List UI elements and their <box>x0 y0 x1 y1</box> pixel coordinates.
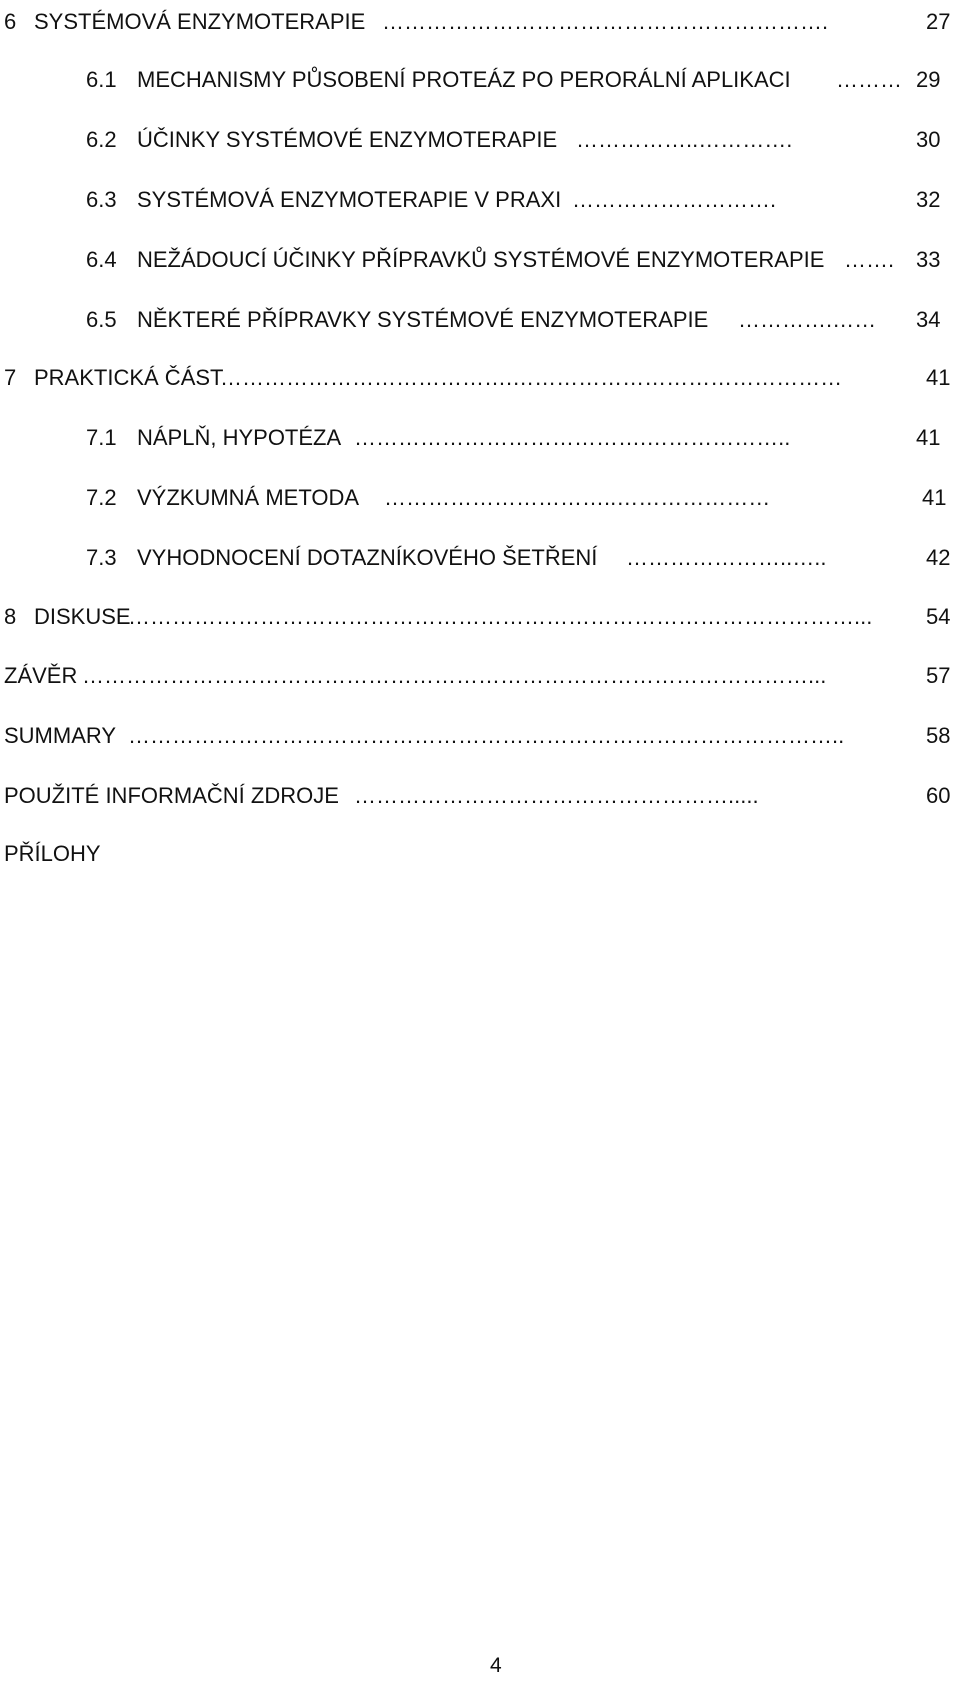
toc-entry-leader: …………………..….. <box>626 545 827 570</box>
toc-entry-title: NÁPLŇ, HYPOTÉZA <box>137 425 342 450</box>
toc-entry-page: 58 <box>926 723 951 748</box>
toc-entry-number: 7.2 <box>86 485 117 510</box>
toc-entry-number: 6.2 <box>86 127 117 152</box>
toc-entry-number: 6.5 <box>86 307 117 332</box>
toc-entry-leader: ……………..…………. <box>576 127 793 152</box>
toc-entry-6-5[interactable] <box>0 300 960 340</box>
toc-entry-title: POUŽITÉ INFORMAČNÍ ZDROJE <box>4 783 339 808</box>
toc-entry-title: SYSTÉMOVÁ ENZYMOTERAPIE V PRAXI <box>137 187 562 212</box>
toc-entry-title: PŘÍLOHY <box>4 841 101 866</box>
toc-entry-number: 6 <box>4 9 17 34</box>
toc-entry-title: DISKUSE <box>34 604 131 629</box>
toc-entry-prilohy[interactable] <box>0 834 960 874</box>
toc-entry-leader: ……… <box>836 67 902 92</box>
toc-entry-6-4[interactable] <box>0 240 960 280</box>
toc-entry-7[interactable] <box>0 358 960 398</box>
toc-entry-leader: ………………………………………………………………………………………... <box>82 663 827 688</box>
toc-entry-title: ÚČINKY SYSTÉMOVÉ ENZYMOTERAPIE <box>137 127 558 152</box>
toc-entry-8[interactable] <box>0 597 960 637</box>
toc-entry-number: 6.3 <box>86 187 117 212</box>
toc-entry-title: VÝZKUMNÁ METODA <box>137 485 360 510</box>
toc-entry-leader: ………………………………….……………….. <box>354 425 791 450</box>
toc-entry-7-1[interactable] <box>0 418 960 458</box>
toc-entry-page: 27 <box>926 9 951 34</box>
toc-entry-title: MECHANISMY PŮSOBENÍ PROTEÁZ PO PERORÁLNÍ APLIKACI <box>137 67 791 92</box>
toc-entry-leader: ………….…… <box>738 307 877 332</box>
toc-entry-7-2[interactable] <box>0 478 960 518</box>
toc-entry-leader: ……………………………………………………. <box>382 9 829 34</box>
toc-entry-page: 32 <box>916 187 941 212</box>
toc-entry-number: 8 <box>4 604 17 629</box>
toc-entry-page: 33 <box>916 247 941 272</box>
toc-entry-page: 42 <box>926 545 951 570</box>
toc-entry-zdroje[interactable] <box>0 776 960 816</box>
toc-entry-page: 41 <box>926 365 951 390</box>
toc-entry-page: 29 <box>916 67 941 92</box>
toc-entry-page: 41 <box>922 485 947 510</box>
toc-entry-leader: ………………………………………………………………………………………... <box>128 604 873 629</box>
toc-entry-leader: ………………………. <box>572 187 777 212</box>
toc-entry-6-2[interactable] <box>0 120 960 160</box>
toc-entry-zaver[interactable] <box>0 656 960 696</box>
toc-entry-6-1[interactable] <box>0 60 960 100</box>
toc-entry-leader: …………………………..………………… <box>384 485 771 510</box>
toc-entry-leader: …………………………………………………………………………………….. <box>128 723 845 748</box>
toc-entry-page: 57 <box>926 663 951 688</box>
toc-entry-page: 60 <box>926 783 951 808</box>
page-number: 4 <box>490 1654 502 1677</box>
toc-entry-number: 7.3 <box>86 545 117 570</box>
toc-entry-number: 7.1 <box>86 425 117 450</box>
toc-entry-title: VYHODNOCENÍ DOTAZNÍKOVÉHO ŠETŘENÍ <box>137 545 598 570</box>
toc-entry-leader: ……………………………………………..... <box>354 783 759 808</box>
toc-entry-title: ZÁVĚR <box>4 663 78 688</box>
toc-entry-number: 6.4 <box>86 247 117 272</box>
toc-entry-title: NEŽÁDOUCÍ ÚČINKY PŘÍPRAVKŮ SYSTÉMOVÉ ENZYMOTERAPIE <box>137 247 825 272</box>
toc-entry-page: 54 <box>926 604 951 629</box>
toc-entry-page: 34 <box>916 307 941 332</box>
toc-entry-page: 30 <box>916 127 941 152</box>
toc-entry-6[interactable] <box>0 2 960 42</box>
toc-entry-leader: ……. <box>844 247 895 272</box>
toc-entry-7-3[interactable] <box>0 538 960 578</box>
toc-entry-title: PRAKTICKÁ ČÁST <box>34 365 224 390</box>
toc-entry-title: SUMMARY <box>4 723 117 748</box>
toc-entry-title: SYSTÉMOVÁ ENZYMOTERAPIE <box>34 9 366 34</box>
toc-entry-6-3[interactable] <box>0 180 960 220</box>
toc-entry-title: NĚKTERÉ PŘÍPRAVKY SYSTÉMOVÉ ENZYMOTERAPIE <box>137 307 709 332</box>
toc-entry-number: 7 <box>4 365 17 390</box>
toc-entry-leader: ………………………………….……………………………………… <box>220 365 843 390</box>
toc-entry-page: 41 <box>916 425 941 450</box>
toc-entry-number: 6.1 <box>86 67 117 92</box>
toc-entry-summary[interactable] <box>0 716 960 756</box>
